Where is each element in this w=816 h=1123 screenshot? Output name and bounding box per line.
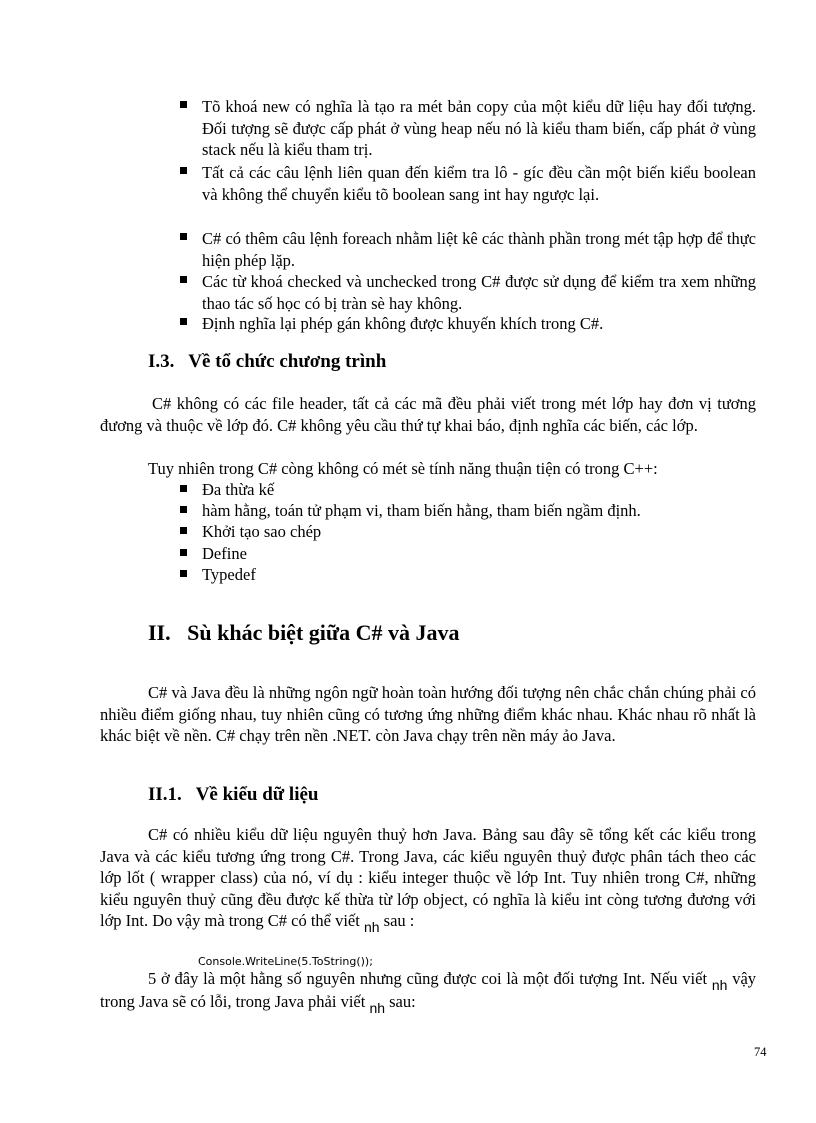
list-item: Định nghĩa lại phép gán không được khuyến khích trong C#. [202,314,604,333]
paragraph-text: sau : [383,911,415,930]
paragraph: Tuy nhiên trong C# còng không có mét sè tính năng thuận tiện có trong C++: [148,459,658,478]
section-heading-i3: I.3. Về tổ chức chương trình [148,351,387,372]
page-number: 74 [754,1045,767,1059]
bullet-icon [180,570,187,577]
bullet-icon [180,276,187,283]
list-item: Khởi tạo sao chép [202,522,322,541]
bullet-icon [180,167,187,174]
paragraph-text: C# có nhiều kiểu dữ liệu nguyên thuỷ hơn Java. Bảng sau đây sẽ tổng kết các kiểu trong Java và các kiểu tương ứng trong C#. Trong Java, các kiểu nguyên thuỷ được phân tách theo các lớp lốt ( wrapper class) của nó, ví dụ : kiểu integer thuộc về lớp Int. Tuy nhiên trong C#, những kiểu nguyên thuỷ cũng đều được kế thừa từ lớp object, có nghĩa là kiểu int còng tương đương với lớp Int. Do vậy mà trong C# có thể viết [100,825,756,930]
paragraph: C# và Java đều là những ngôn ngữ hoàn toàn hướng đối tượng nên chắc chắn chúng phải có nhiều điểm giống nhau, tuy nhiên cũng có tương ứng những điểm khác nhau. Khác nhau rõ nhất là khác biệt về nền. C# chạy trên nền .NET. còn Java chạy trên nền máy ảo Java. [100,683,756,745]
code-snippet: Console.WriteLine(5.ToString()); [198,955,373,968]
paragraph-text: 5 ở đây là một hằng số nguyên nhưng cũng được coi là một đối tượng Int. Nếu viết [148,969,708,988]
bullet-icon [180,527,187,534]
bullet-icon [180,233,187,240]
paragraph-text: vậy trong Java sẽ có lỗi, trong Java phải viết [100,969,757,1011]
paragraph-text: sau: [389,991,416,1011]
list-item: Đa thừa kế [202,480,275,499]
paragraph [100,968,757,1016]
list-item: Các từ khoá checked và unchecked trong C# được sử dụng để kiểm tra xem những thao tác số học có bị tràn sè hay không. [202,272,756,313]
bullet-icon [180,318,187,325]
bullet-icon [180,101,187,108]
subscript-nh: nh [711,977,728,993]
subscript-nh: nh [363,919,380,935]
section-heading-ii1: II.1. Về kiểu dữ liệu [148,784,319,805]
bullet-icon [180,506,187,513]
section-heading-ii: II. Sù khác biệt giữa C# và Java [148,620,460,645]
list-item: Tõ khoá new có nghĩa là tạo ra mét bản copy của một kiểu dữ liệu hay đối tượng. Đối tượng sẽ được cấp phát ở vùng heap nếu nó là kiểu tham biến, cấp phát ở vùng stack nếu là kiểu tham trị. [202,97,756,159]
list-item: Define [202,544,247,563]
bullet-icon [180,485,187,492]
bullet-icon [180,549,187,556]
list-item: Tất cả các câu lệnh liên quan đến kiểm tra lô - gíc đều cần một biến kiểu boolean và không thể chuyển kiểu tõ boolean sang int hay ngược lại. [202,163,756,204]
list-item: Typedef [202,565,256,584]
list-item: C# có thêm câu lệnh foreach nhằm liệt kê các thành phần trong mét tập hợp để thực hiện phép lặp. [202,229,756,270]
paragraph: C# không có các file header, tất cả các mã đều phải viết trong mét lớp hay đơn vị tương đương và thuộc về lớp đó. C# không yêu cầu thứ tự khai báo, định nghĩa các biến, các lớp. [100,394,756,435]
list-item: hàm hằng, toán tử phạm vi, tham biến hằng, tham biến ngầm định. [202,501,641,520]
subscript-nh: nh [369,999,386,1016]
paragraph [100,824,756,933]
